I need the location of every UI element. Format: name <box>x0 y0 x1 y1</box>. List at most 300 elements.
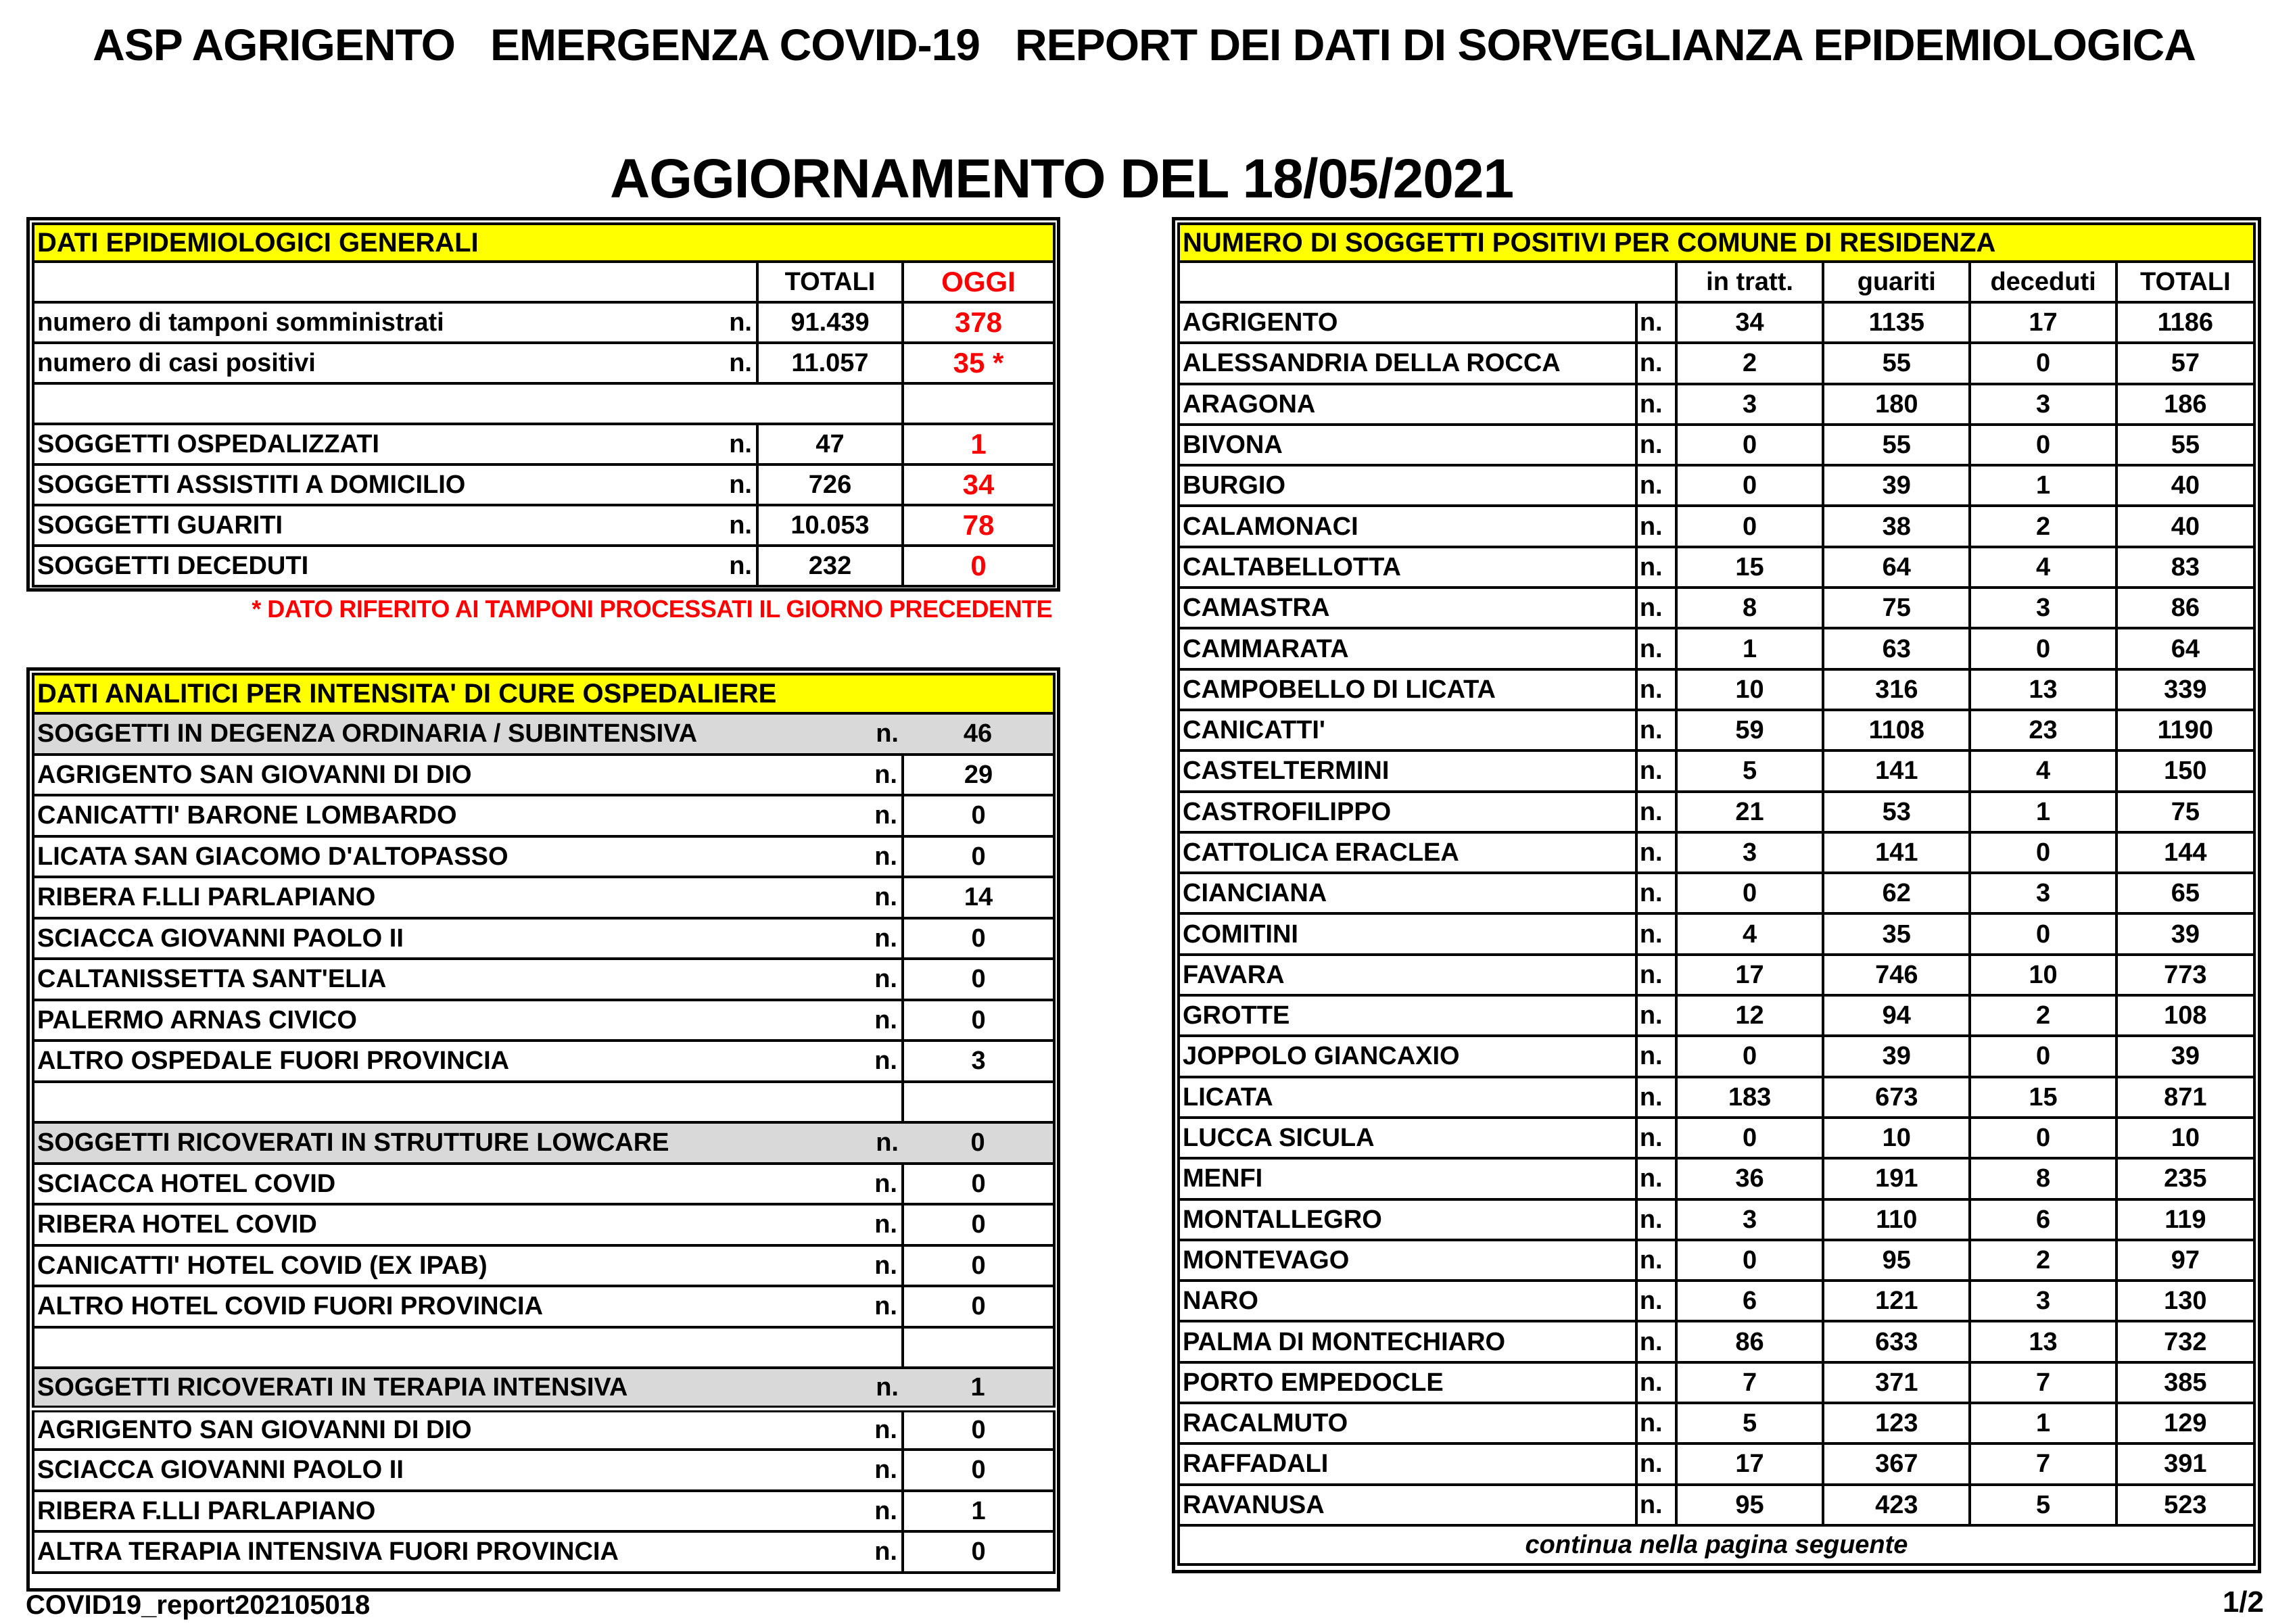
unit-label: n. <box>1636 1281 1676 1321</box>
col-header-totali: TOTALI <box>757 262 903 302</box>
section-summary-row <box>33 1368 1054 1409</box>
facility-label: LICATA SAN GIACOMO D'ALTOPASSO <box>33 836 838 878</box>
municipality-name: CALTABELLOTTA <box>1179 547 1636 588</box>
municipality-row <box>1179 710 2254 750</box>
facility-row <box>33 918 1054 959</box>
totali-value: 150 <box>2116 750 2254 791</box>
facility-value: 0 <box>903 918 1054 959</box>
deceduti-value: 3 <box>1970 588 2116 628</box>
unit-label: n. <box>838 1450 903 1491</box>
municipality-row <box>1179 425 2254 465</box>
facility-value: 0 <box>903 1164 1054 1205</box>
in-tratt-value: 0 <box>1676 506 1823 546</box>
section-label: SOGGETTI RICOVERATI IN STRUTTURE LOWCARE <box>33 1122 838 1164</box>
totali-value: 339 <box>2116 669 2254 710</box>
unit-label: n. <box>1636 1321 1676 1362</box>
facility-label: RIBERA HOTEL COVID <box>33 1204 838 1245</box>
oggi-value: 35 * <box>903 343 1054 383</box>
unit-label: n. <box>1636 832 1676 873</box>
section-summary-row <box>33 1122 1054 1164</box>
unit-label: n. <box>838 755 903 796</box>
totali-value: 232 <box>757 546 903 586</box>
facility-label: CANICATTI' HOTEL COVID (EX IPAB) <box>33 1245 838 1287</box>
facility-value: 0 <box>903 959 1054 1000</box>
in-tratt-value: 6 <box>1676 1281 1823 1321</box>
facility-label: SCIACCA GIOVANNI PAOLO II <box>33 1450 838 1491</box>
municipality-name: CAMASTRA <box>1179 588 1636 628</box>
facility-row <box>33 1409 1054 1450</box>
deceduti-value: 5 <box>1970 1485 2116 1525</box>
report-file-label: COVID19_report202105018 <box>26 1590 371 1620</box>
spacer-cell <box>33 1327 838 1368</box>
municipality-row <box>1179 1281 2254 1321</box>
totali-value: 130 <box>2116 1281 2254 1321</box>
municipality-name: CASTROFILIPPO <box>1179 792 1636 832</box>
municipality-name: LUCCA SICULA <box>1179 1118 1636 1158</box>
facility-row <box>33 1000 1054 1041</box>
unit-label: n. <box>1636 343 1676 383</box>
deceduti-value: 0 <box>1970 343 2116 383</box>
totali-value: 391 <box>2116 1443 2254 1484</box>
unit-label: n. <box>1636 425 1676 465</box>
general-row <box>33 464 1054 505</box>
in-tratt-value: 12 <box>1676 995 1823 1036</box>
facility-row <box>33 836 1054 878</box>
facility-value: 14 <box>903 877 1054 918</box>
deceduti-value: 3 <box>1970 384 2116 425</box>
totali-value: 40 <box>2116 465 2254 506</box>
municipality-name: CAMMARATA <box>1179 628 1636 669</box>
unit-label: n. <box>838 1531 903 1573</box>
guariti-value: 39 <box>1823 1036 1970 1076</box>
unit-label: n. <box>838 1041 903 1082</box>
municipality-row <box>1179 1403 2254 1443</box>
section-label: SOGGETTI IN DEGENZA ORDINARIA / SUBINTENSIVA <box>33 713 838 755</box>
facility-label: ALTRO OSPEDALE FUORI PROVINCIA <box>33 1041 838 1082</box>
unit-label: n. <box>729 349 752 377</box>
in-tratt-value: 1 <box>1676 628 1823 669</box>
unit-label: n. <box>1636 1443 1676 1484</box>
facility-value: 29 <box>903 755 1054 796</box>
guariti-value: 39 <box>1823 465 1970 506</box>
municipality-name: MONTEVAGO <box>1179 1240 1636 1281</box>
unit-label: n. <box>729 552 752 580</box>
municipality-row <box>1179 995 2254 1036</box>
row-label: numero di casi positivi <box>37 349 316 377</box>
general-row <box>33 546 1054 586</box>
municipality-row <box>1179 1443 2254 1484</box>
in-tratt-value: 0 <box>1676 873 1823 913</box>
unit-label: n. <box>838 959 903 1000</box>
guariti-value: 423 <box>1823 1485 1970 1525</box>
totali-value: 86 <box>2116 588 2254 628</box>
guariti-value: 94 <box>1823 995 1970 1036</box>
municipality-row <box>1179 873 2254 913</box>
totali-value: 65 <box>2116 873 2254 913</box>
spacer-cell <box>903 1082 1054 1123</box>
municipality-row <box>1179 1485 2254 1525</box>
facility-row <box>33 1491 1054 1532</box>
in-tratt-value: 17 <box>1676 955 1823 995</box>
header-empty-cell <box>1179 262 1676 302</box>
in-tratt-value: 3 <box>1676 1199 1823 1240</box>
guariti-value: 38 <box>1823 506 1970 546</box>
municipality-name: PORTO EMPEDOCLE <box>1179 1362 1636 1403</box>
municipality-row <box>1179 384 2254 425</box>
totali-value: 726 <box>757 464 903 505</box>
municipality-name: CIANCIANA <box>1179 873 1636 913</box>
totali-value: 11.057 <box>757 343 903 383</box>
unit-label: n. <box>838 918 903 959</box>
in-tratt-value: 0 <box>1676 1240 1823 1281</box>
deceduti-value: 2 <box>1970 995 2116 1036</box>
facility-value: 1 <box>903 1491 1054 1532</box>
guariti-value: 141 <box>1823 750 1970 791</box>
spacer-cell <box>838 1327 903 1368</box>
municipality-name: AGRIGENTO <box>1179 302 1636 343</box>
unit-label: n. <box>1636 628 1676 669</box>
municipality-name: ALESSANDRIA DELLA ROCCA <box>1179 343 1636 383</box>
deceduti-value: 8 <box>1970 1158 2116 1199</box>
unit-label: n. <box>1636 1036 1676 1076</box>
totali-value: 91.439 <box>757 302 903 343</box>
facility-label: ALTRA TERAPIA INTENSIVA FUORI PROVINCIA <box>33 1531 838 1573</box>
deceduti-value: 3 <box>1970 1281 2116 1321</box>
guariti-value: 1108 <box>1823 710 1970 750</box>
guariti-value: 180 <box>1823 384 1970 425</box>
totali-value: 75 <box>2116 792 2254 832</box>
municipality-row <box>1179 1199 2254 1240</box>
general-data-table <box>32 222 1056 588</box>
deceduti-value: 1 <box>1970 465 2116 506</box>
guariti-value: 55 <box>1823 343 1970 383</box>
unit-label: n. <box>838 713 903 755</box>
in-tratt-value: 183 <box>1676 1077 1823 1118</box>
facility-label: ALTRO HOTEL COVID FUORI PROVINCIA <box>33 1286 838 1327</box>
municipality-row <box>1179 1077 2254 1118</box>
totali-value: 1186 <box>2116 302 2254 343</box>
deceduti-value: 0 <box>1970 913 2116 954</box>
municipality-name: RAVANUSA <box>1179 1485 1636 1525</box>
spacer-cell <box>903 1327 1054 1368</box>
guariti-value: 63 <box>1823 628 1970 669</box>
col-header-totali: TOTALI <box>2116 262 2254 302</box>
facility-row <box>33 795 1054 836</box>
row-label-cell <box>33 424 757 464</box>
oggi-value: 378 <box>903 302 1054 343</box>
guariti-value: 110 <box>1823 1199 1970 1240</box>
in-tratt-value: 95 <box>1676 1485 1823 1525</box>
spacer-row <box>33 383 1054 424</box>
facility-row <box>33 1450 1054 1491</box>
deceduti-value: 13 <box>1970 669 2116 710</box>
unit-label: n. <box>1636 465 1676 506</box>
facility-row <box>33 1286 1054 1327</box>
unit-label: n. <box>729 471 752 499</box>
municipality-row <box>1179 465 2254 506</box>
guariti-value: 123 <box>1823 1403 1970 1443</box>
unit-label: n. <box>838 795 903 836</box>
deceduti-value: 2 <box>1970 506 2116 546</box>
unit-label: n. <box>838 836 903 878</box>
general-row <box>33 424 1054 464</box>
deceduti-value: 1 <box>1970 792 2116 832</box>
municipality-row <box>1179 628 2254 669</box>
in-tratt-value: 0 <box>1676 1118 1823 1158</box>
row-label-cell <box>33 546 757 586</box>
deceduti-value: 1 <box>1970 1403 2116 1443</box>
in-tratt-value: 0 <box>1676 425 1823 465</box>
general-row <box>33 302 1054 343</box>
guariti-value: 10 <box>1823 1118 1970 1158</box>
deceduti-value: 10 <box>1970 955 2116 995</box>
in-tratt-value: 17 <box>1676 1443 1823 1484</box>
row-label-cell <box>33 505 757 546</box>
unit-label: n. <box>729 511 752 540</box>
guariti-value: 75 <box>1823 588 1970 628</box>
header-empty-cell <box>33 262 757 302</box>
facility-value: 0 <box>903 1245 1054 1287</box>
facility-value: 0 <box>903 1286 1054 1327</box>
unit-label: n. <box>1636 1240 1676 1281</box>
municipality-table <box>1177 222 2256 1566</box>
oggi-value: 0 <box>903 546 1054 586</box>
facility-value: 0 <box>903 1450 1054 1491</box>
deceduti-value: 0 <box>1970 1036 2116 1076</box>
unit-label: n. <box>838 1204 903 1245</box>
facility-row <box>33 1531 1054 1573</box>
spacer-cell <box>33 1082 838 1123</box>
section-label: SOGGETTI RICOVERATI IN TERAPIA INTENSIVA <box>33 1368 838 1409</box>
deceduti-value: 0 <box>1970 1118 2116 1158</box>
totali-value: 1190 <box>2116 710 2254 750</box>
municipality-row <box>1179 913 2254 954</box>
municipality-name: GROTTE <box>1179 995 1636 1036</box>
section-summary-row <box>33 713 1054 755</box>
guariti-value: 316 <box>1823 669 1970 710</box>
col-header-oggi: OGGI <box>903 262 1054 302</box>
facility-row <box>33 1245 1054 1287</box>
totali-value: 64 <box>2116 628 2254 669</box>
deceduti-value: 23 <box>1970 710 2116 750</box>
col-header-deceduti: deceduti <box>1970 262 2116 302</box>
oggi-value: 34 <box>903 464 1054 505</box>
unit-label: n. <box>1636 1199 1676 1240</box>
municipality-name: NARO <box>1179 1281 1636 1321</box>
unit-label: n. <box>1636 384 1676 425</box>
totali-value: 773 <box>2116 955 2254 995</box>
unit-label: n. <box>838 1122 903 1164</box>
footnote: * DATO RIFERITO AI TAMPONI PROCESSATI IL GIORNO PRECEDENTE <box>252 595 1052 623</box>
unit-label: n. <box>1636 873 1676 913</box>
municipality-row <box>1179 669 2254 710</box>
municipality-row <box>1179 302 2254 343</box>
facility-value: 0 <box>903 795 1054 836</box>
guariti-value: 367 <box>1823 1443 1970 1484</box>
facility-label: SCIACCA HOTEL COVID <box>33 1164 838 1205</box>
in-tratt-value: 0 <box>1676 1036 1823 1076</box>
deceduti-value: 13 <box>1970 1321 2116 1362</box>
municipality-name: BIVONA <box>1179 425 1636 465</box>
section-value: 46 <box>903 713 1054 755</box>
municipality-row <box>1179 1321 2254 1362</box>
municipality-name: CASTELTERMINI <box>1179 750 1636 791</box>
unit-label: n. <box>1636 669 1676 710</box>
in-tratt-value: 10 <box>1676 669 1823 710</box>
unit-label: n. <box>838 1000 903 1041</box>
in-tratt-value: 21 <box>1676 792 1823 832</box>
facility-value: 0 <box>903 1204 1054 1245</box>
row-label: SOGGETTI ASSISTITI A DOMICILIO <box>37 471 466 499</box>
unit-label: n. <box>838 1164 903 1205</box>
unit-label: n. <box>1636 710 1676 750</box>
municipality-name: COMITINI <box>1179 913 1636 954</box>
report-title <box>0 19 2295 70</box>
unit-label: n. <box>1636 750 1676 791</box>
totali-value: 10 <box>2116 1118 2254 1158</box>
municipality-row <box>1179 506 2254 546</box>
in-tratt-value: 0 <box>1676 465 1823 506</box>
general-data-title: DATI EPIDEMIOLOGICI GENERALI <box>33 224 1054 262</box>
unit-label: n. <box>838 1286 903 1327</box>
report-title-org: ASP AGRIGENTO <box>93 20 455 70</box>
unit-label: n. <box>838 1491 903 1532</box>
in-tratt-value: 3 <box>1676 384 1823 425</box>
guariti-value: 1135 <box>1823 302 1970 343</box>
update-date-title: AGGIORNAMENTO DEL 18/05/2021 <box>609 148 1514 210</box>
continue-note: continua nella pagina seguente <box>1179 1525 2254 1565</box>
facility-value: 0 <box>903 1409 1054 1450</box>
hospital-data-panel <box>26 667 1060 1592</box>
municipality-name: FAVARA <box>1179 955 1636 995</box>
unit-label: n. <box>1636 1403 1676 1443</box>
unit-label: n. <box>1636 1158 1676 1199</box>
facility-row <box>33 755 1054 796</box>
unit-label: n. <box>1636 995 1676 1036</box>
municipality-row <box>1179 1158 2254 1199</box>
facility-value: 0 <box>903 1000 1054 1041</box>
row-label: SOGGETTI OSPEDALIZZATI <box>37 430 379 458</box>
municipality-row <box>1179 343 2254 383</box>
facility-label: RIBERA F.LLI PARLAPIANO <box>33 877 838 918</box>
facility-row <box>33 1204 1054 1245</box>
guariti-value: 633 <box>1823 1321 1970 1362</box>
municipality-name: CAMPOBELLO DI LICATA <box>1179 669 1636 710</box>
municipality-row <box>1179 1118 2254 1158</box>
facility-label: AGRIGENTO SAN GIOVANNI DI DIO <box>33 755 838 796</box>
in-tratt-value: 15 <box>1676 547 1823 588</box>
facility-value: 0 <box>903 1531 1054 1573</box>
deceduti-value: 15 <box>1970 1077 2116 1118</box>
municipality-panel <box>1172 217 2261 1573</box>
totali-value: 39 <box>2116 913 2254 954</box>
in-tratt-value: 34 <box>1676 302 1823 343</box>
municipality-row <box>1179 832 2254 873</box>
municipality-row <box>1179 588 2254 628</box>
totali-value: 10.053 <box>757 505 903 546</box>
municipality-name: RAFFADALI <box>1179 1443 1636 1484</box>
facility-value: 3 <box>903 1041 1054 1082</box>
facility-label: SCIACCA GIOVANNI PAOLO II <box>33 918 838 959</box>
general-row <box>33 343 1054 383</box>
facility-row <box>33 877 1054 918</box>
guariti-value: 746 <box>1823 955 1970 995</box>
municipality-name: RACALMUTO <box>1179 1403 1636 1443</box>
unit-label: n. <box>838 877 903 918</box>
guariti-value: 191 <box>1823 1158 1970 1199</box>
guariti-value: 371 <box>1823 1362 1970 1403</box>
unit-label: n. <box>1636 588 1676 628</box>
municipality-title: NUMERO DI SOGGETTI POSITIVI PER COMUNE DI RESIDENZA <box>1179 224 2254 262</box>
facility-row <box>33 1041 1054 1082</box>
totali-value: 871 <box>2116 1077 2254 1118</box>
row-label: SOGGETTI GUARITI <box>37 511 283 540</box>
guariti-value: 121 <box>1823 1281 1970 1321</box>
col-header-in-tratt: in tratt. <box>1676 262 1823 302</box>
report-title-emergency: EMERGENZA COVID-19 <box>490 20 980 70</box>
unit-label: n. <box>838 1245 903 1287</box>
deceduti-value: 4 <box>1970 750 2116 791</box>
municipality-name: LICATA <box>1179 1077 1636 1118</box>
facility-row <box>33 959 1054 1000</box>
municipality-row <box>1179 750 2254 791</box>
unit-label: n. <box>1636 1362 1676 1403</box>
row-label: numero di tamponi somministrati <box>37 308 444 337</box>
deceduti-value: 4 <box>1970 547 2116 588</box>
unit-label: n. <box>729 430 752 458</box>
unit-label: n. <box>838 1368 903 1409</box>
section-value: 0 <box>903 1122 1054 1164</box>
municipality-row <box>1179 1240 2254 1281</box>
unit-label: n. <box>1636 506 1676 546</box>
spacer-row <box>33 1082 1054 1123</box>
totali-value: 186 <box>2116 384 2254 425</box>
unit-label: n. <box>1636 547 1676 588</box>
totali-value: 40 <box>2116 506 2254 546</box>
in-tratt-value: 86 <box>1676 1321 1823 1362</box>
in-tratt-value: 36 <box>1676 1158 1823 1199</box>
row-label: SOGGETTI DECEDUTI <box>37 552 309 580</box>
guariti-value: 141 <box>1823 832 1970 873</box>
row-label-cell <box>33 343 757 383</box>
unit-label: n. <box>838 1409 903 1450</box>
municipality-name: CATTOLICA ERACLEA <box>1179 832 1636 873</box>
totali-value: 55 <box>2116 425 2254 465</box>
in-tratt-value: 5 <box>1676 750 1823 791</box>
oggi-value: 1 <box>903 424 1054 464</box>
facility-label: AGRIGENTO SAN GIOVANNI DI DIO <box>33 1409 838 1450</box>
municipality-row <box>1179 955 2254 995</box>
unit-label: n. <box>1636 1118 1676 1158</box>
municipality-name: BURGIO <box>1179 465 1636 506</box>
unit-label: n. <box>1636 913 1676 954</box>
hospital-data-title: DATI ANALITICI PER INTENSITA' DI CURE OSPEDALIERE <box>33 674 1054 713</box>
municipality-name: PALMA DI MONTECHIARO <box>1179 1321 1636 1362</box>
municipality-name: JOPPOLO GIANCAXIO <box>1179 1036 1636 1076</box>
guariti-value: 673 <box>1823 1077 1970 1118</box>
deceduti-value: 0 <box>1970 425 2116 465</box>
hospital-data-table <box>32 673 1056 1574</box>
in-tratt-value: 2 <box>1676 343 1823 383</box>
totali-value: 732 <box>2116 1321 2254 1362</box>
spacer-row <box>33 1327 1054 1368</box>
municipality-row <box>1179 792 2254 832</box>
unit-label: n. <box>1636 1077 1676 1118</box>
deceduti-value: 17 <box>1970 302 2116 343</box>
deceduti-value: 6 <box>1970 1199 2116 1240</box>
row-label-cell <box>33 464 757 505</box>
guariti-value: 35 <box>1823 913 1970 954</box>
